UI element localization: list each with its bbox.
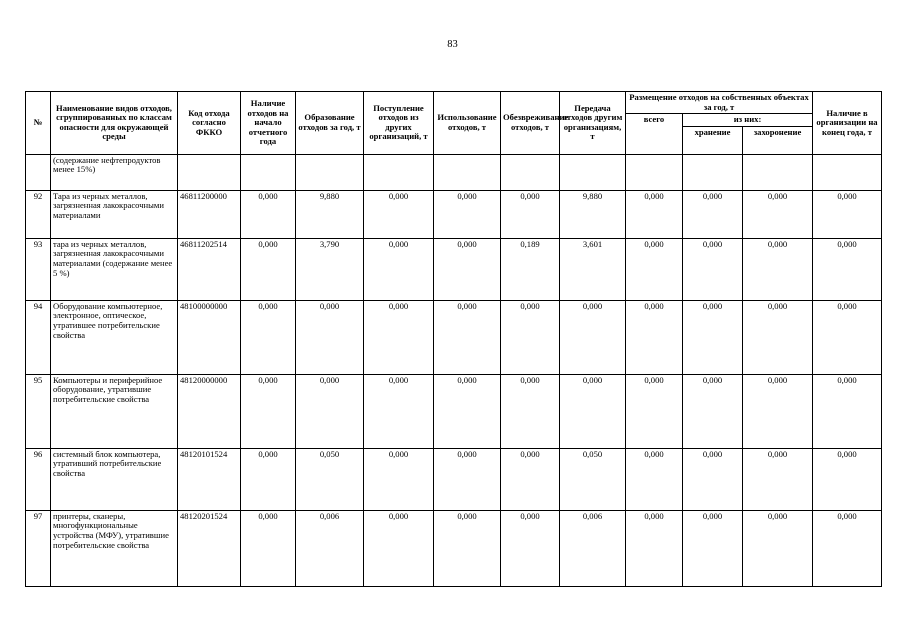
row-storage: 0,000 — [683, 374, 743, 448]
row-total: 0,000 — [626, 190, 683, 238]
row-formed: 0,050 — [296, 448, 364, 510]
row-end: 0,000 — [813, 448, 882, 510]
row-total: 0,000 — [626, 374, 683, 448]
row-start: 0,000 — [241, 448, 296, 510]
row-storage: 0,000 — [683, 300, 743, 374]
table-row — [26, 190, 882, 238]
row-name: Оборудование компьютерное, электронное, оптическое, утратившее потребительские свойства — [51, 300, 178, 374]
row-storage: 0,000 — [683, 238, 743, 300]
row-name: системный блок компьютера, утративший потребительские свойства — [51, 448, 178, 510]
header-formed: Образование отходов за год, т — [296, 92, 364, 155]
header-transferred: Передача отходов другим организациям, т — [560, 92, 626, 155]
row-formed: 0,000 — [296, 374, 364, 448]
row-code: 48120201524 — [178, 510, 241, 586]
row-received: 0,000 — [364, 238, 434, 300]
row-used: 0,000 — [434, 448, 501, 510]
row-name: (содержание нефтепродуктов менее 15%) — [51, 154, 178, 190]
table-row — [26, 238, 882, 300]
row-used: 0,000 — [434, 190, 501, 238]
row-num: 97 — [26, 510, 51, 586]
row-transferred: 0,006 — [560, 510, 626, 586]
row-code: 48120000000 — [178, 374, 241, 448]
header-of-which: из них: — [683, 114, 813, 127]
row-num: 96 — [26, 448, 51, 510]
row-code: 48100000000 — [178, 300, 241, 374]
row-name: тара из черных металлов, загрязненная лакокрасочными материалами (содержание менее 5 %) — [51, 238, 178, 300]
row-burial: 0,000 — [743, 190, 813, 238]
row-num: 92 — [26, 190, 51, 238]
row-used: 0,000 — [434, 374, 501, 448]
row-transferred: 3,601 — [560, 238, 626, 300]
table-row — [26, 374, 882, 448]
row-burial: 0,000 — [743, 448, 813, 510]
row-storage: 0,000 — [683, 448, 743, 510]
row-name: Тара из черных металлов, загрязненная лакокрасочными материалами — [51, 190, 178, 238]
row-end: 0,000 — [813, 374, 882, 448]
header-burial: захоронение — [743, 126, 813, 154]
row-neutralized: 0,000 — [501, 190, 560, 238]
row-code: 46811202514 — [178, 238, 241, 300]
row-total: 0,000 — [626, 300, 683, 374]
header-start: Наличие отходов на начало отчетного года — [241, 92, 296, 155]
row-neutralized: 0,000 — [501, 374, 560, 448]
table-row — [26, 300, 882, 374]
row-transferred: 9,880 — [560, 190, 626, 238]
header-total: всего — [626, 114, 683, 155]
row-code: 46811200000 — [178, 190, 241, 238]
page-number: 83 — [447, 39, 458, 50]
header-neutralized: Обезвреживание отходов, т — [501, 92, 560, 155]
table-row — [26, 510, 882, 586]
row-used: 0,000 — [434, 300, 501, 374]
header-used: Использование отходов, т — [434, 92, 501, 155]
row-burial: 0,000 — [743, 238, 813, 300]
row-storage: 0,000 — [683, 510, 743, 586]
row-received: 0,000 — [364, 190, 434, 238]
row-formed: 0,006 — [296, 510, 364, 586]
header-placement: Размещение отходов на собственных объектах за год, т — [626, 92, 813, 114]
row-end: 0,000 — [813, 190, 882, 238]
header-num: № — [26, 92, 51, 155]
row-end: 0,000 — [813, 300, 882, 374]
row-code: 48120101524 — [178, 448, 241, 510]
row-start: 0,000 — [241, 238, 296, 300]
row-num: 95 — [26, 374, 51, 448]
header-name: Наименование видов отходов, сгруппированных по классам опасности для окружающей среды — [51, 92, 178, 155]
row-num: 93 — [26, 238, 51, 300]
row-total: 0,000 — [626, 238, 683, 300]
row-formed: 9,880 — [296, 190, 364, 238]
row-start: 0,000 — [241, 190, 296, 238]
table-row-continuation — [26, 154, 882, 190]
row-used: 0,000 — [434, 510, 501, 586]
row-received: 0,000 — [364, 510, 434, 586]
row-neutralized: 0,000 — [501, 300, 560, 374]
header-storage: хранение — [683, 126, 743, 154]
row-total: 0,000 — [626, 448, 683, 510]
row-transferred: 0,050 — [560, 448, 626, 510]
row-start: 0,000 — [241, 510, 296, 586]
row-neutralized: 0,000 — [501, 510, 560, 586]
row-neutralized: 0,000 — [501, 448, 560, 510]
row-total: 0,000 — [626, 510, 683, 586]
row-burial: 0,000 — [743, 374, 813, 448]
row-used: 0,000 — [434, 238, 501, 300]
row-neutralized: 0,189 — [501, 238, 560, 300]
row-received: 0,000 — [364, 448, 434, 510]
row-num: 94 — [26, 300, 51, 374]
row-storage: 0,000 — [683, 190, 743, 238]
row-received: 0,000 — [364, 300, 434, 374]
header-end: Наличие в организации на конец года, т — [813, 92, 882, 155]
row-start: 0,000 — [241, 374, 296, 448]
row-formed: 3,790 — [296, 238, 364, 300]
row-transferred: 0,000 — [560, 374, 626, 448]
header-received: Поступление отходов из других организаций, т — [364, 92, 434, 155]
row-start: 0,000 — [241, 300, 296, 374]
waste-table — [25, 91, 882, 587]
row-formed: 0,000 — [296, 300, 364, 374]
row-name: принтеры, сканеры, многофункциональные устройства (МФУ), утратившие потребительские свойства — [51, 510, 178, 586]
table-row — [26, 448, 882, 510]
row-end: 0,000 — [813, 238, 882, 300]
row-transferred: 0,000 — [560, 300, 626, 374]
row-end: 0,000 — [813, 510, 882, 586]
row-burial: 0,000 — [743, 510, 813, 586]
row-burial: 0,000 — [743, 300, 813, 374]
row-received: 0,000 — [364, 374, 434, 448]
header-code: Код отхода согласно ФККО — [178, 92, 241, 155]
row-name: Компьютеры и периферийное оборудование, утратившие потребительские свойства — [51, 374, 178, 448]
